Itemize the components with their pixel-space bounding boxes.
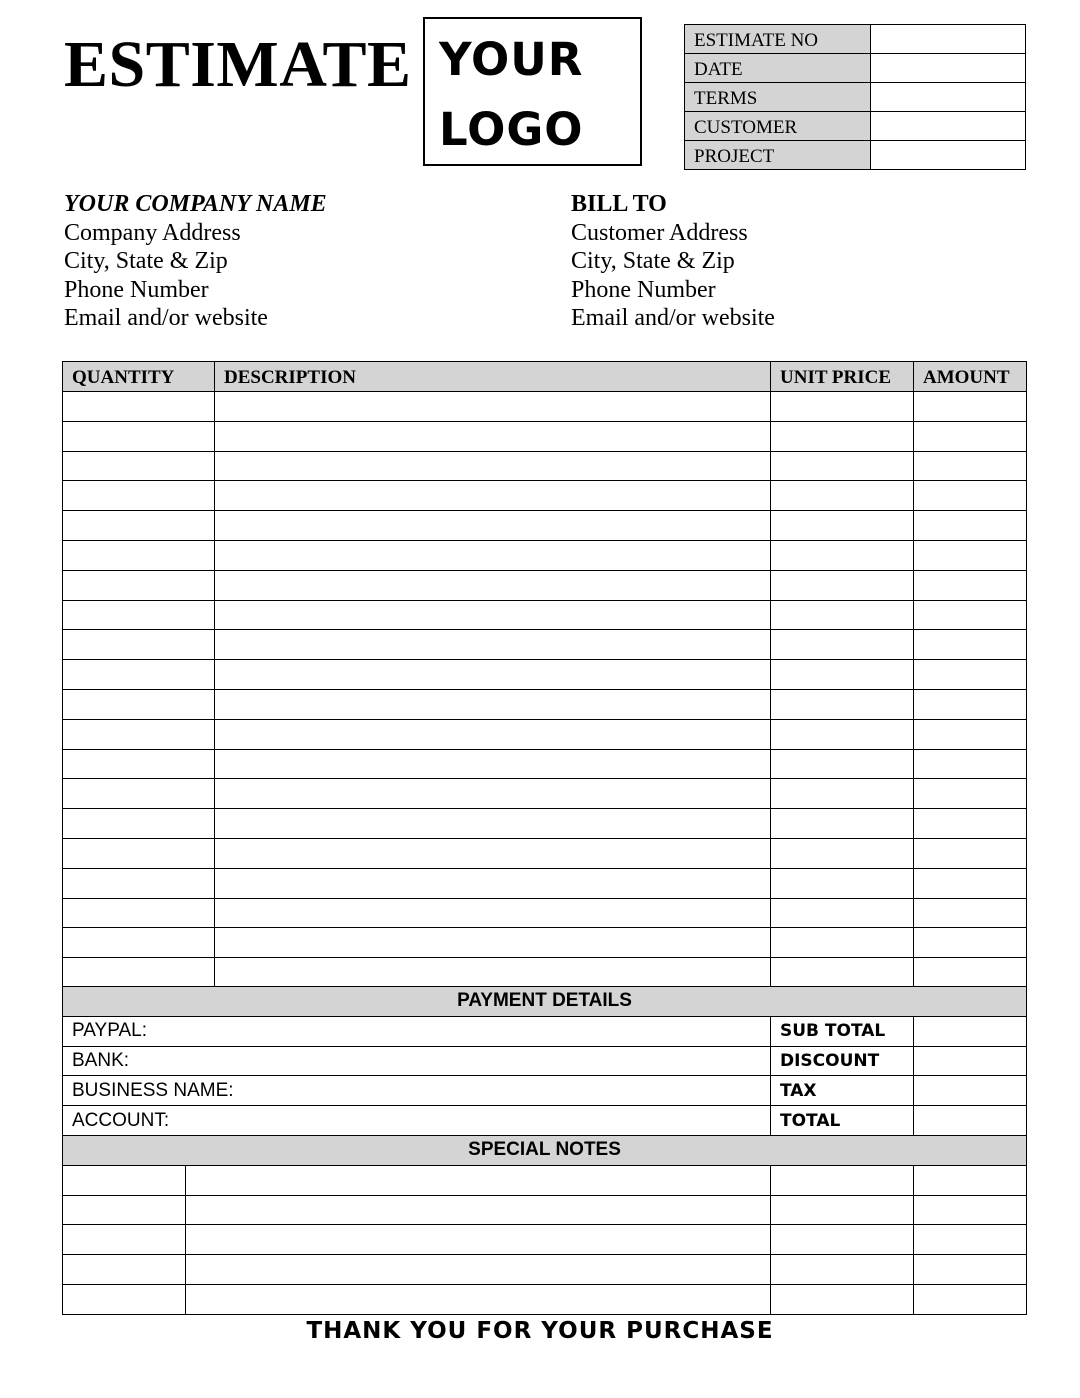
- payment-row: [63, 1016, 1027, 1046]
- column-header-amount: AMOUNT: [914, 362, 1027, 392]
- unit-price-cell[interactable]: [771, 868, 914, 898]
- unit-price-cell[interactable]: [771, 809, 914, 839]
- amount-cell[interactable]: [914, 481, 1027, 511]
- table-row: [63, 570, 1027, 600]
- notes-row: [63, 1284, 1027, 1314]
- quantity-cell[interactable]: [63, 451, 215, 481]
- column-header-unit-price: UNIT PRICE: [771, 362, 914, 392]
- company-name: YOUR COMPANY NAME: [64, 191, 327, 217]
- description-cell[interactable]: [215, 481, 771, 511]
- description-cell[interactable]: [215, 719, 771, 749]
- quantity-cell[interactable]: [63, 660, 215, 690]
- description-cell[interactable]: [215, 630, 771, 660]
- table-row: [63, 928, 1027, 958]
- table-row: [63, 898, 1027, 928]
- notes-cell[interactable]: [771, 1195, 914, 1225]
- total-label: TOTAL: [771, 1106, 914, 1136]
- amount-cell[interactable]: [914, 868, 1027, 898]
- amount-cell[interactable]: [914, 392, 1027, 422]
- notes-cell[interactable]: [186, 1225, 771, 1255]
- payment-heading-row: [63, 987, 1027, 1017]
- account-field[interactable]: ACCOUNT:: [63, 1106, 771, 1136]
- quantity-cell[interactable]: [63, 958, 215, 988]
- description-cell[interactable]: [215, 570, 771, 600]
- column-header-description: DESCRIPTION: [215, 362, 771, 392]
- amount-cell[interactable]: [914, 421, 1027, 451]
- notes-row: [63, 1255, 1027, 1285]
- customer-field[interactable]: [871, 112, 1026, 141]
- notes-row: [63, 1195, 1027, 1225]
- quantity-cell[interactable]: [63, 570, 215, 600]
- description-cell[interactable]: [215, 749, 771, 779]
- discount-label: DISCOUNT: [771, 1046, 914, 1076]
- business-name-field[interactable]: BUSINESS NAME:: [63, 1076, 771, 1106]
- amount-cell[interactable]: [914, 958, 1027, 988]
- meta-row-project: [685, 141, 1026, 170]
- line-items-table: [62, 361, 1027, 988]
- company-email: Email and/or website: [64, 305, 268, 331]
- items-header-row: [63, 362, 1027, 392]
- quantity-cell[interactable]: [63, 421, 215, 451]
- table-row: [63, 511, 1027, 541]
- company-phone: Phone Number: [64, 276, 209, 303]
- unit-price-cell[interactable]: [771, 719, 914, 749]
- description-cell[interactable]: [215, 600, 771, 630]
- payment-details-heading: PAYMENT DETAILS: [63, 987, 1027, 1017]
- subtotal-label: SUB TOTAL: [771, 1016, 914, 1046]
- unit-price-cell[interactable]: [771, 451, 914, 481]
- notes-cell[interactable]: [63, 1255, 186, 1285]
- table-row: [63, 451, 1027, 481]
- notes-row: [63, 1165, 1027, 1195]
- unit-price-cell[interactable]: [771, 660, 914, 690]
- amount-cell[interactable]: [914, 660, 1027, 690]
- company-address: Company Address: [64, 219, 241, 246]
- document-title: ESTIMATE: [64, 28, 412, 101]
- amount-cell[interactable]: [914, 749, 1027, 779]
- description-cell[interactable]: [215, 809, 771, 839]
- customer-city: City, State & Zip: [571, 248, 735, 274]
- quantity-cell[interactable]: [63, 719, 215, 749]
- table-row: [63, 689, 1027, 719]
- amount-cell[interactable]: [914, 540, 1027, 570]
- terms-field[interactable]: [871, 83, 1026, 112]
- quantity-cell[interactable]: [63, 838, 215, 868]
- quantity-cell[interactable]: [63, 809, 215, 839]
- description-cell[interactable]: [215, 421, 771, 451]
- bank-field[interactable]: BANK:: [63, 1046, 771, 1076]
- amount-cell[interactable]: [914, 570, 1027, 600]
- quantity-cell[interactable]: [63, 689, 215, 719]
- unit-price-cell[interactable]: [771, 481, 914, 511]
- quantity-cell[interactable]: [63, 540, 215, 570]
- description-cell[interactable]: [215, 928, 771, 958]
- table-row: [63, 600, 1027, 630]
- notes-cell[interactable]: [771, 1284, 914, 1314]
- table-row: [63, 809, 1027, 839]
- bill-to-heading: BILL TO: [571, 191, 667, 217]
- table-row: [63, 749, 1027, 779]
- amount-cell[interactable]: [914, 600, 1027, 630]
- notes-cell[interactable]: [63, 1195, 186, 1225]
- meta-label: PROJECT: [685, 141, 871, 170]
- table-row: [63, 958, 1027, 988]
- description-cell[interactable]: [215, 511, 771, 541]
- unit-price-cell[interactable]: [771, 689, 914, 719]
- quantity-cell[interactable]: [63, 749, 215, 779]
- amount-cell[interactable]: [914, 928, 1027, 958]
- description-cell[interactable]: [215, 451, 771, 481]
- table-row: [63, 540, 1027, 570]
- meta-label: DATE: [685, 54, 871, 83]
- description-cell[interactable]: [215, 689, 771, 719]
- unit-price-cell[interactable]: [771, 540, 914, 570]
- quantity-cell[interactable]: [63, 481, 215, 511]
- description-cell[interactable]: [215, 838, 771, 868]
- amount-cell[interactable]: [914, 511, 1027, 541]
- total-value[interactable]: [914, 1106, 1027, 1136]
- logo-text-line1: YOUR: [439, 33, 584, 86]
- estimate-meta-table: [684, 24, 1026, 170]
- estimate-no-field[interactable]: [871, 25, 1026, 54]
- unit-price-cell[interactable]: [771, 630, 914, 660]
- table-row: [63, 779, 1027, 809]
- payment-row: [63, 1076, 1027, 1106]
- notes-cell[interactable]: [914, 1195, 1027, 1225]
- logo-text-line2: LOGO: [439, 103, 584, 156]
- table-row: [63, 481, 1027, 511]
- amount-cell[interactable]: [914, 809, 1027, 839]
- notes-cell[interactable]: [771, 1255, 914, 1285]
- date-field[interactable]: [871, 54, 1026, 83]
- customer-email: Email and/or website: [571, 305, 775, 331]
- description-cell[interactable]: [215, 660, 771, 690]
- quantity-cell[interactable]: [63, 511, 215, 541]
- special-notes-table: [62, 1135, 1027, 1315]
- description-cell[interactable]: [215, 898, 771, 928]
- notes-cell[interactable]: [914, 1225, 1027, 1255]
- notes-cell[interactable]: [771, 1165, 914, 1195]
- notes-cell[interactable]: [186, 1165, 771, 1195]
- unit-price-cell[interactable]: [771, 779, 914, 809]
- thank-you-footer: THANK YOU FOR YOUR PURCHASE: [306, 1318, 774, 1344]
- amount-cell[interactable]: [914, 779, 1027, 809]
- table-row: [63, 421, 1027, 451]
- meta-label: TERMS: [685, 83, 871, 112]
- table-row: [63, 838, 1027, 868]
- items-body: [63, 392, 1027, 988]
- quantity-cell[interactable]: [63, 928, 215, 958]
- amount-cell[interactable]: [914, 451, 1027, 481]
- tax-label: TAX: [771, 1076, 914, 1106]
- amount-cell[interactable]: [914, 898, 1027, 928]
- meta-row-terms: [685, 83, 1026, 112]
- unit-price-cell[interactable]: [771, 838, 914, 868]
- payment-section: [62, 986, 1027, 1136]
- notes-cell[interactable]: [63, 1225, 186, 1255]
- table-row: [63, 392, 1027, 422]
- unit-price-cell[interactable]: [771, 928, 914, 958]
- table-row: [63, 630, 1027, 660]
- amount-cell[interactable]: [914, 838, 1027, 868]
- notes-cell[interactable]: [186, 1195, 771, 1225]
- description-cell[interactable]: [215, 958, 771, 988]
- project-field[interactable]: [871, 141, 1026, 170]
- discount-value[interactable]: [914, 1046, 1027, 1076]
- notes-cell[interactable]: [63, 1165, 186, 1195]
- unit-price-cell[interactable]: [771, 511, 914, 541]
- quantity-cell[interactable]: [63, 600, 215, 630]
- notes-cell[interactable]: [186, 1284, 771, 1314]
- notes-cell[interactable]: [914, 1165, 1027, 1195]
- column-header-quantity: QUANTITY: [63, 362, 215, 392]
- amount-cell[interactable]: [914, 630, 1027, 660]
- quantity-cell[interactable]: [63, 630, 215, 660]
- quantity-cell[interactable]: [63, 898, 215, 928]
- unit-price-cell[interactable]: [771, 749, 914, 779]
- description-cell[interactable]: [215, 540, 771, 570]
- company-city: City, State & Zip: [64, 248, 228, 274]
- meta-label: ESTIMATE NO: [685, 25, 871, 54]
- tax-value[interactable]: [914, 1076, 1027, 1106]
- meta-row-date: [685, 54, 1026, 83]
- payment-row: [63, 1106, 1027, 1136]
- paypal-field[interactable]: PAYPAL:: [63, 1016, 771, 1046]
- unit-price-cell[interactable]: [771, 958, 914, 988]
- quantity-cell[interactable]: [63, 392, 215, 422]
- notes-cell[interactable]: [186, 1255, 771, 1285]
- notes-cell[interactable]: [63, 1284, 186, 1314]
- notes-body: [63, 1136, 1027, 1315]
- unit-price-cell[interactable]: [771, 421, 914, 451]
- notes-row: [63, 1225, 1027, 1255]
- quantity-cell[interactable]: [63, 868, 215, 898]
- meta-label: CUSTOMER: [685, 112, 871, 141]
- notes-heading-row: [63, 1136, 1027, 1166]
- table-row: [63, 660, 1027, 690]
- description-cell[interactable]: [215, 392, 771, 422]
- quantity-cell[interactable]: [63, 779, 215, 809]
- payment-row: [63, 1046, 1027, 1076]
- unit-price-cell[interactable]: [771, 600, 914, 630]
- unit-price-cell[interactable]: [771, 570, 914, 600]
- unit-price-cell[interactable]: [771, 392, 914, 422]
- description-cell[interactable]: [215, 868, 771, 898]
- amount-cell[interactable]: [914, 689, 1027, 719]
- bill-to-info: [571, 190, 775, 333]
- notes-cell[interactable]: [914, 1255, 1027, 1285]
- table-row: [63, 719, 1027, 749]
- unit-price-cell[interactable]: [771, 898, 914, 928]
- customer-phone: Phone Number: [571, 276, 716, 303]
- subtotal-value[interactable]: [914, 1016, 1027, 1046]
- amount-cell[interactable]: [914, 719, 1027, 749]
- meta-row-estimate-no: [685, 25, 1026, 54]
- notes-cell[interactable]: [771, 1225, 914, 1255]
- customer-address: Customer Address: [571, 219, 748, 246]
- meta-row-customer: [685, 112, 1026, 141]
- logo-placeholder: [423, 17, 642, 166]
- description-cell[interactable]: [215, 779, 771, 809]
- company-info: [64, 190, 327, 333]
- special-notes-heading: SPECIAL NOTES: [63, 1136, 1027, 1166]
- notes-cell[interactable]: [914, 1284, 1027, 1314]
- table-row: [63, 868, 1027, 898]
